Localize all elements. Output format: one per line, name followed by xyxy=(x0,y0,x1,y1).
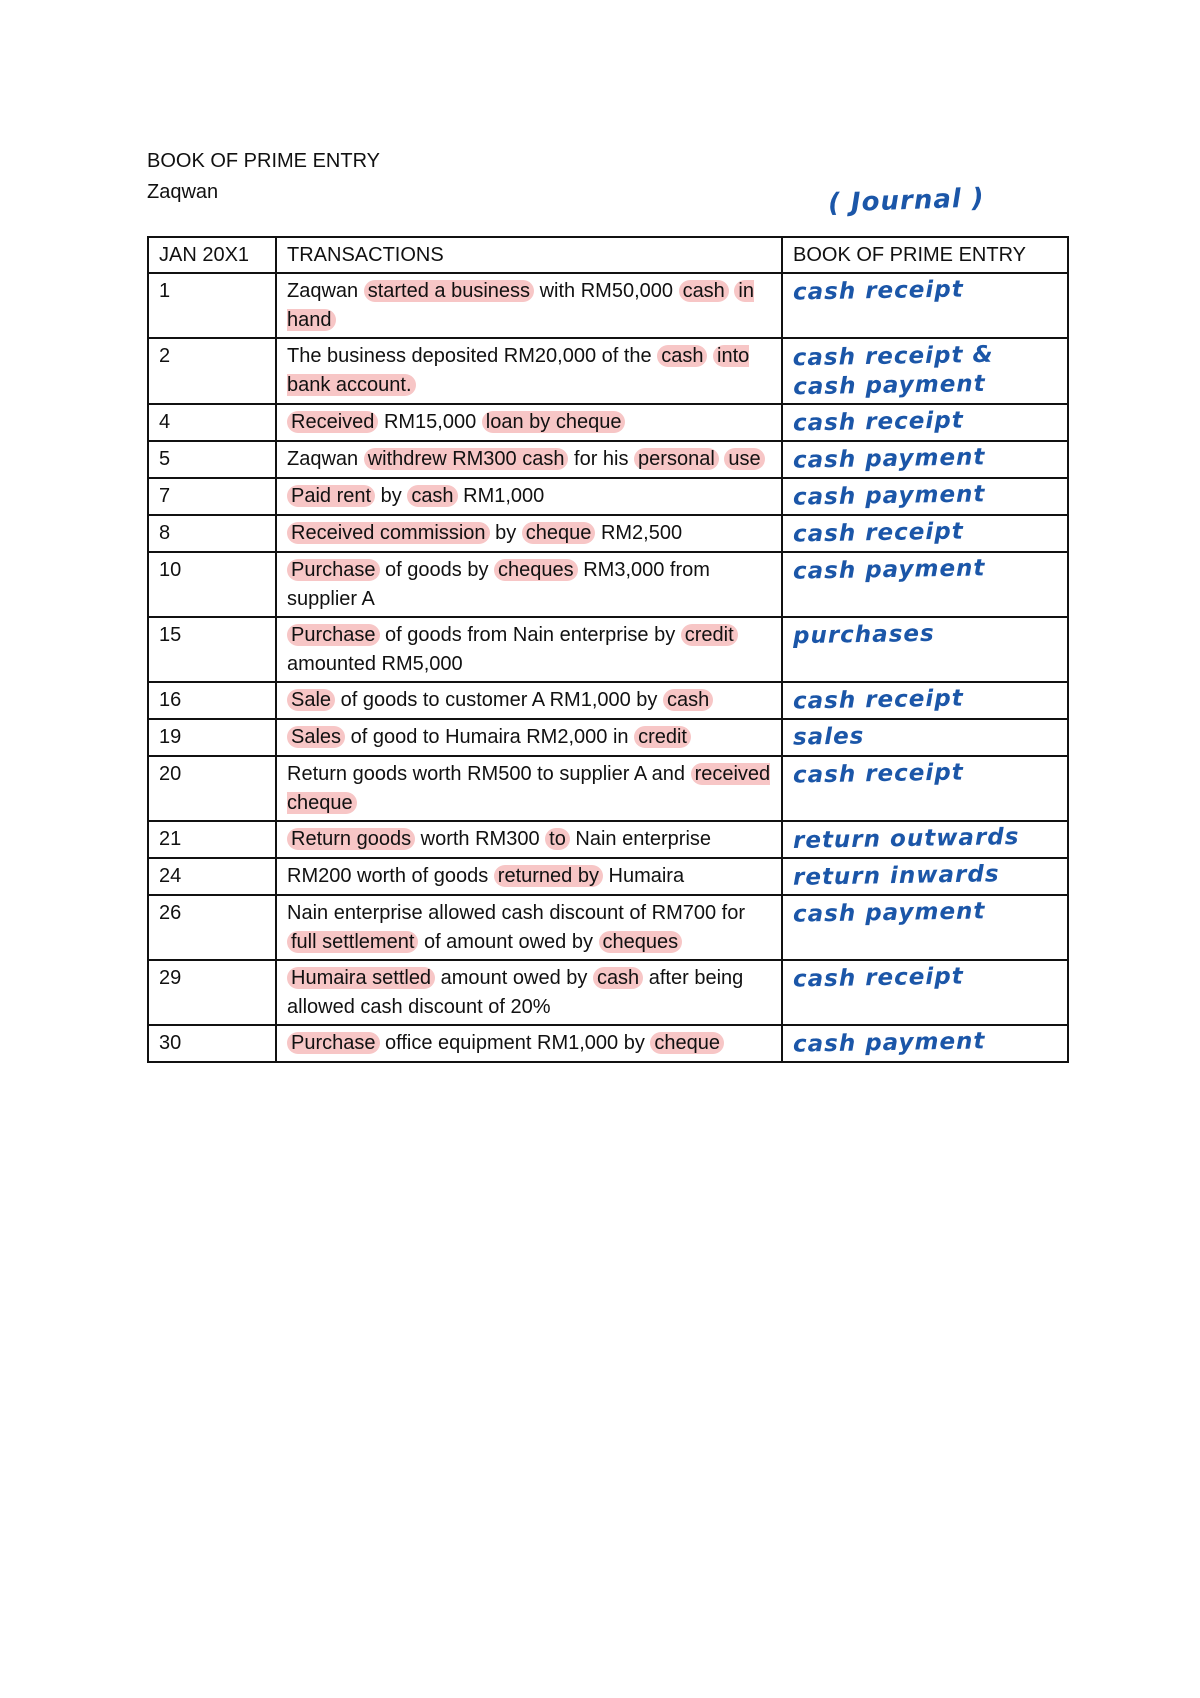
highlight-mark: full settlement xyxy=(287,931,418,953)
handwritten-entry: cash receipt xyxy=(792,407,964,437)
table-row xyxy=(148,719,1068,756)
row-date: 10 xyxy=(148,552,276,617)
handwritten-entry: cash receipt xyxy=(792,518,964,548)
highlight-mark: received cheque xyxy=(287,763,771,814)
row-entry-cell xyxy=(782,1025,1068,1062)
row-date: 15 xyxy=(148,617,276,682)
header-book-of-prime-entry: BOOK OF PRIME ENTRY xyxy=(782,237,1068,273)
handwritten-entry: sales xyxy=(792,723,865,751)
table-row xyxy=(148,404,1068,441)
row-date: 1 xyxy=(148,273,276,338)
row-date: 5 xyxy=(148,441,276,478)
table-row xyxy=(148,960,1068,1025)
highlight-mark: cheque xyxy=(650,1032,724,1054)
row-entry-cell xyxy=(782,756,1068,821)
handwritten-entry: cash payment xyxy=(792,555,986,585)
row-entry-cell xyxy=(782,821,1068,858)
highlight-mark: into bank account. xyxy=(287,345,750,396)
table-row xyxy=(148,273,1068,338)
row-date: 20 xyxy=(148,756,276,821)
row-date: 19 xyxy=(148,719,276,756)
row-transaction: Sale of goods to customer A RM1,000 by cash xyxy=(276,682,782,719)
highlight-mark: loan by cheque xyxy=(482,411,626,433)
row-entry-cell xyxy=(782,338,1068,404)
header-transactions: TRANSACTIONS xyxy=(276,237,782,273)
row-entry-cell xyxy=(782,617,1068,682)
table-row xyxy=(148,1025,1068,1062)
highlight-mark: Return goods xyxy=(287,828,415,850)
handwritten-entry: cash receipt xyxy=(792,276,964,306)
table-row xyxy=(148,895,1068,960)
table-header-row xyxy=(148,237,1068,273)
row-entry-cell xyxy=(782,552,1068,617)
transactions-table xyxy=(147,236,1069,1063)
highlight-mark: Received commission xyxy=(287,522,490,544)
table-row xyxy=(148,756,1068,821)
handwritten-entry: cash payment xyxy=(792,898,986,928)
highlight-mark: use xyxy=(724,448,764,470)
highlight-mark: Purchase xyxy=(287,559,380,581)
row-date: 24 xyxy=(148,858,276,895)
table-row xyxy=(148,515,1068,552)
highlight-mark: cheques xyxy=(599,931,683,953)
row-entry-cell xyxy=(782,404,1068,441)
handwritten-entry: return outwards xyxy=(792,824,1020,854)
row-entry-cell xyxy=(782,719,1068,756)
table-row xyxy=(148,858,1068,895)
row-transaction: Sales of good to Humaira RM2,000 in credit xyxy=(276,719,782,756)
row-transaction: The business deposited RM20,000 of the cash into bank account. xyxy=(276,338,782,404)
highlight-mark: Paid rent xyxy=(287,485,375,507)
row-transaction: Received RM15,000 loan by cheque xyxy=(276,404,782,441)
highlight-mark: cash xyxy=(663,689,713,711)
table-row xyxy=(148,338,1068,404)
row-transaction: Return goods worth RM300 to Nain enterprise xyxy=(276,821,782,858)
table-row xyxy=(148,821,1068,858)
highlight-mark: withdrew RM300 cash xyxy=(364,448,569,470)
row-transaction: Purchase office equipment RM1,000 by cheque xyxy=(276,1025,782,1062)
highlight-mark: cash xyxy=(407,485,457,507)
row-entry-cell xyxy=(782,682,1068,719)
highlight-mark: credit xyxy=(634,726,691,748)
highlight-mark: Received xyxy=(287,411,378,433)
highlight-mark: cash xyxy=(657,345,707,367)
row-transaction: Zaqwan started a business with RM50,000 cash in hand xyxy=(276,273,782,338)
handwritten-entry: cash payment xyxy=(792,481,986,511)
row-date: 7 xyxy=(148,478,276,515)
row-entry-cell xyxy=(782,478,1068,515)
row-transaction: Paid rent by cash RM1,000 xyxy=(276,478,782,515)
row-entry-cell xyxy=(782,960,1068,1025)
handwritten-entry: cash payment xyxy=(792,1028,986,1058)
handwritten-entry: cash receipt xyxy=(792,963,964,993)
row-date: 2 xyxy=(148,338,276,404)
highlight-mark: cash xyxy=(593,967,643,989)
handwritten-entry: return inwards xyxy=(792,861,1000,891)
highlight-mark: cash xyxy=(679,280,729,302)
highlight-mark: personal xyxy=(634,448,719,470)
row-date: 16 xyxy=(148,682,276,719)
highlight-mark: started a business xyxy=(364,280,534,302)
highlight-mark: to xyxy=(545,828,570,850)
row-transaction: Zaqwan withdrew RM300 cash for his personal use xyxy=(276,441,782,478)
document-author: Zaqwan xyxy=(147,181,219,203)
table-row xyxy=(148,617,1068,682)
handwritten-entry: cash receipt xyxy=(792,685,964,715)
highlight-mark: cheque xyxy=(522,522,596,544)
row-entry-cell xyxy=(782,441,1068,478)
handwritten-journal-note: ( Journal ) xyxy=(827,183,986,219)
header-date: JAN 20X1 xyxy=(148,237,276,273)
row-transaction: RM200 worth of goods returned by Humaira xyxy=(276,858,782,895)
highlight-mark: Sale xyxy=(287,689,335,711)
highlight-mark: Humaira settled xyxy=(287,967,435,989)
handwritten-entry: cash payment xyxy=(792,444,986,474)
highlight-mark: Purchase xyxy=(287,624,380,646)
handwritten-entry: cash receipt xyxy=(792,759,964,789)
row-date: 4 xyxy=(148,404,276,441)
handwritten-entry: cash receipt & cash payment xyxy=(792,341,994,401)
highlight-mark: Sales xyxy=(287,726,345,748)
table-row xyxy=(148,682,1068,719)
table-row xyxy=(148,441,1068,478)
row-date: 30 xyxy=(148,1025,276,1062)
row-transaction: Purchase of goods from Nain enterprise by credit amounted RM5,000 xyxy=(276,617,782,682)
row-transaction: Received commission by cheque RM2,500 xyxy=(276,515,782,552)
highlight-mark: cheques xyxy=(494,559,578,581)
row-date: 8 xyxy=(148,515,276,552)
row-transaction: Nain enterprise allowed cash discount of RM700 for full settlement of amount owed by cheques xyxy=(276,895,782,960)
row-entry-cell xyxy=(782,273,1068,338)
row-date: 29 xyxy=(148,960,276,1025)
row-date: 21 xyxy=(148,821,276,858)
row-date: 26 xyxy=(148,895,276,960)
row-transaction: Humaira settled amount owed by cash after being allowed cash discount of 20% xyxy=(276,960,782,1025)
row-transaction: Return goods worth RM500 to supplier A and received cheque xyxy=(276,756,782,821)
table-row xyxy=(148,552,1068,617)
table-row xyxy=(148,478,1068,515)
highlight-mark: Purchase xyxy=(287,1032,380,1054)
row-entry-cell xyxy=(782,858,1068,895)
highlight-mark: credit xyxy=(681,624,738,646)
highlight-mark: returned by xyxy=(494,865,603,887)
highlight-mark: in hand xyxy=(287,280,754,331)
row-entry-cell xyxy=(782,515,1068,552)
handwritten-entry: purchases xyxy=(792,620,935,650)
document-title: BOOK OF PRIME ENTRY xyxy=(147,150,380,172)
row-entry-cell xyxy=(782,895,1068,960)
row-transaction: Purchase of goods by cheques RM3,000 from supplier A xyxy=(276,552,782,617)
